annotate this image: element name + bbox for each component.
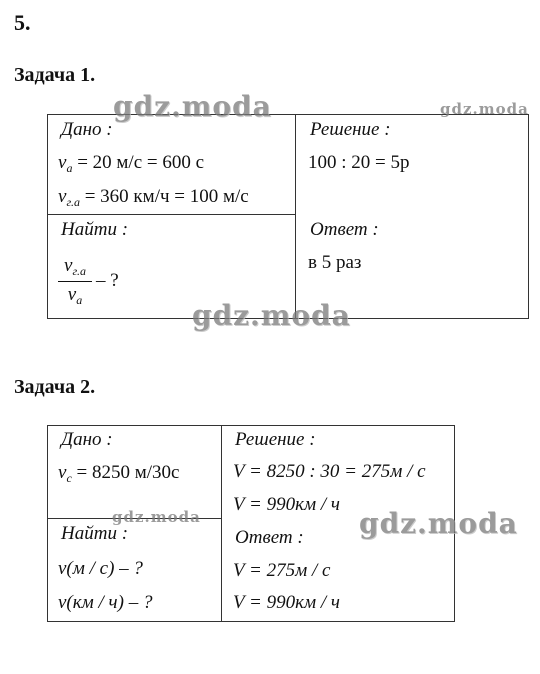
watermark: gdz.moda	[192, 299, 351, 332]
task1-given-label: Дано :	[61, 119, 113, 140]
task1-given-1: $v_a = 20$ м/с = 600 с	[58, 152, 205, 175]
task2-solution-label: Решение :	[235, 429, 316, 450]
task2-title: Задача 2.	[14, 376, 96, 398]
task2-divider-vertical	[221, 426, 222, 621]
task1-answer-label: Ответ :	[310, 219, 379, 240]
task2-given-1: $v_c = 8250$ м/30с	[58, 462, 180, 485]
exercise-number: 5.	[14, 10, 31, 35]
task1-given-2: $v_{г.а} = 360$ км/ч = 100 м/с	[58, 186, 249, 209]
task1-find-label: Найти :	[61, 219, 129, 240]
watermark: gdz.moda	[440, 100, 529, 118]
task1-solution-line: 100 : 20 = 5р	[308, 152, 410, 173]
watermark: gdz.moda	[112, 508, 201, 526]
task1-divider-vertical	[295, 115, 296, 318]
task2-answer-2: V = 990км / ч	[233, 592, 340, 613]
task1-solution-label: Решение :	[310, 119, 391, 140]
task1-answer-line: в 5 раз	[308, 252, 362, 273]
task1-find-suffix: – ?	[96, 270, 119, 291]
task2-solution-1: V = 8250 : 30 = 275м / с	[233, 461, 426, 482]
task2-solution-2: V = 990км / ч	[233, 494, 340, 515]
task2-given-label: Дано :	[61, 429, 113, 450]
task1-table	[47, 114, 529, 319]
watermark: gdz.moda	[113, 90, 272, 123]
task1-title: Задача 1.	[14, 64, 96, 86]
task2-answer-1: V = 275м / с	[233, 560, 331, 581]
watermark: gdz.moda	[359, 507, 518, 540]
task1-divider-horizontal	[48, 214, 295, 215]
task2-find-2: v(км / ч) – ?	[58, 592, 153, 613]
task2-answer-label: Ответ :	[235, 527, 304, 548]
task1-find-fraction: $v_{г.а}$ $v_a$	[58, 255, 92, 308]
task2-find-1: v(м / с) – ?	[58, 558, 143, 579]
task2-find-label: Найти :	[61, 523, 129, 544]
